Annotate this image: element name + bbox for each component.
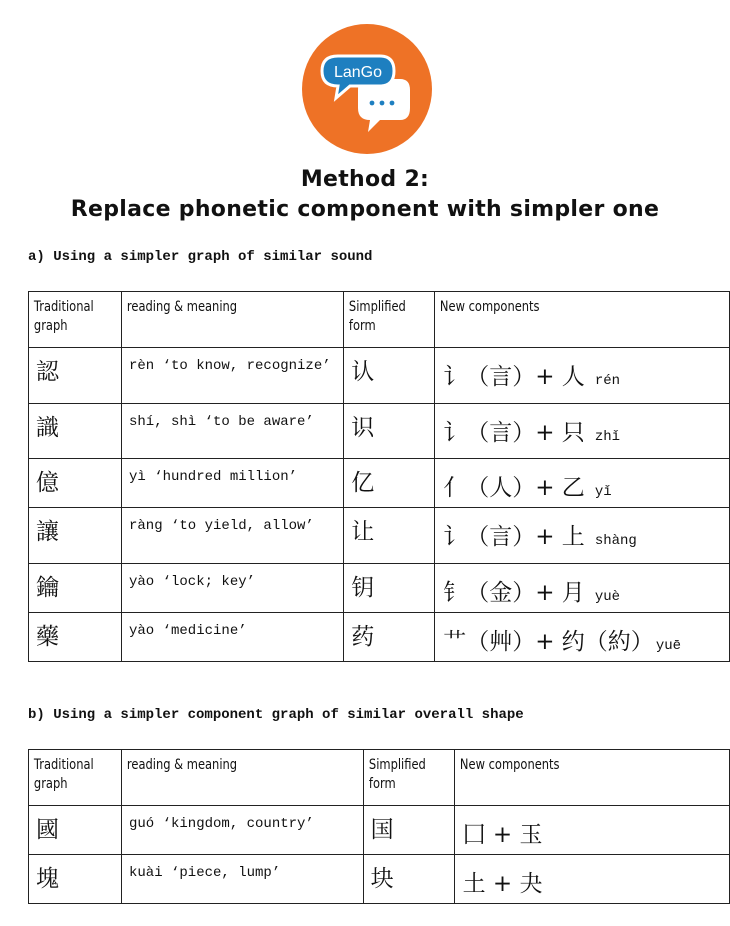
traditional-graph: 藥	[36, 624, 59, 650]
header-cell: New components	[435, 292, 730, 348]
header-cell: Traditional graph	[29, 750, 122, 806]
reading-meaning: kuài ‘piece, lump’	[129, 865, 281, 881]
header-cell: Simplified form	[363, 750, 454, 806]
new-components: 钅（金）+ 月 yuè	[443, 580, 621, 606]
simplified-form: 亿	[351, 470, 375, 496]
pinyin: yuè	[594, 589, 621, 605]
header-cell: reading & meaning	[122, 292, 344, 348]
pinyin: yǐ	[594, 484, 612, 500]
traditional-graph: 億	[36, 470, 59, 496]
new-components: 土 + 夬	[462, 871, 543, 897]
simplified-form: 钥	[351, 575, 375, 601]
pinyin: zhǐ	[594, 429, 621, 445]
traditional-graph: 國	[36, 817, 59, 843]
header-cell: Simplified form	[344, 292, 435, 348]
new-components: 囗 + 玉	[462, 822, 543, 848]
traditional-graph: 塊	[36, 866, 59, 892]
simplified-form: 让	[351, 519, 375, 545]
reading-meaning: rèn ‘to know, recognize’	[129, 358, 331, 374]
table-row	[29, 404, 730, 459]
reading-meaning: yào ‘medicine’	[129, 623, 247, 639]
header-cell: Traditional graph	[29, 292, 122, 348]
table-row	[29, 508, 730, 564]
traditional-graph: 認	[36, 359, 59, 385]
logo-text: LanGo	[333, 64, 383, 81]
table-row	[29, 855, 730, 904]
section-a-table	[28, 291, 730, 662]
table-row	[29, 806, 730, 855]
pinyin: shàng	[594, 533, 637, 549]
traditional-graph: 識	[36, 415, 59, 441]
reading-meaning: ràng ‘to yield, allow’	[129, 518, 314, 534]
simplified-form: 块	[370, 866, 394, 892]
reading-meaning: guó ‘kingdom, country’	[129, 816, 314, 832]
lango-logo	[302, 24, 432, 154]
header-cell: New components	[454, 750, 729, 806]
section-a-label: a) Using a simpler graph of similar sound	[28, 249, 373, 265]
section-b-label: b) Using a simpler component graph of similar overall shape	[28, 707, 524, 723]
reading-meaning: yào ‘lock; key’	[129, 574, 256, 590]
table-row	[29, 564, 730, 613]
pinyin: yuē	[655, 638, 682, 654]
traditional-graph: 鑰	[36, 575, 59, 601]
new-components: 亻（人）+ 乙 yǐ	[443, 475, 612, 501]
new-components: 讠（言）+ 只 zhǐ	[443, 420, 621, 446]
simplified-form: 认	[351, 359, 375, 385]
table-header-row	[29, 292, 730, 348]
reading-meaning: yì ‘hundred million’	[129, 469, 298, 485]
simplified-form: 识	[351, 415, 375, 441]
table-row	[29, 613, 730, 662]
page-title-line-1: Method 2:	[300, 167, 430, 192]
table-row	[29, 459, 730, 508]
new-components: 讠（言）+ 上 shàng	[443, 524, 637, 550]
simplified-form: 药	[351, 624, 375, 650]
simplified-form: 国	[370, 817, 394, 843]
new-components: 艹（艸）+ 约（約） yuē	[443, 629, 682, 655]
section-b-table	[28, 749, 730, 904]
page-title-line-2: Replace phonetic component with simpler one	[70, 197, 660, 222]
traditional-graph: 讓	[36, 519, 59, 545]
pinyin: rén	[594, 373, 621, 389]
reading-meaning: shí, shì ‘to be aware’	[129, 414, 314, 430]
table-header-row	[29, 750, 730, 806]
header-cell: reading & meaning	[122, 750, 364, 806]
new-components: 讠（言）+ 人 rén	[443, 364, 621, 390]
table-row	[29, 348, 730, 404]
